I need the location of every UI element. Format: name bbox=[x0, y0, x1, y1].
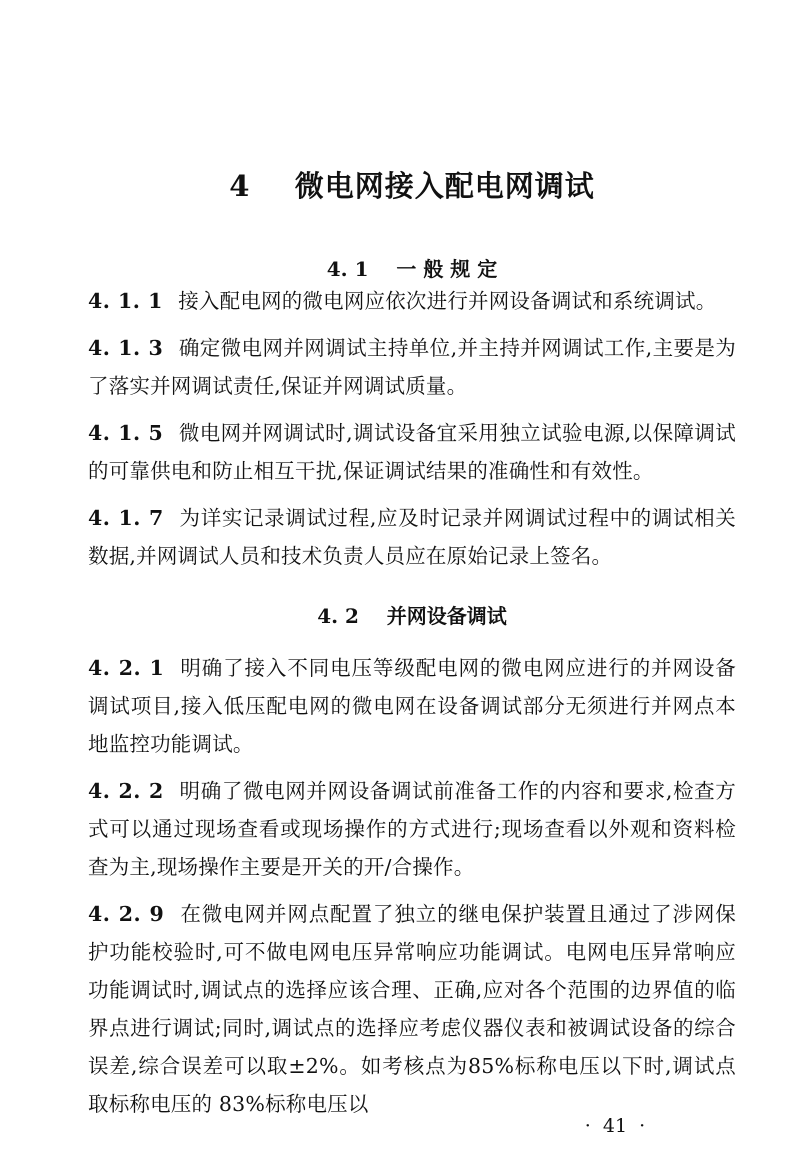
section-heading-4-1: 4. 1 一 般 规 定 bbox=[326, 257, 498, 282]
clause-number: 4. 2. 2 bbox=[88, 779, 164, 804]
clause-4-1-5 bbox=[88, 405, 736, 490]
clause-text: 接入配电网的微电网应依次进行并网设备调试和系统调试。 bbox=[178, 289, 717, 314]
clause-number: 4. 1. 3 bbox=[88, 336, 164, 361]
clause-text: 明确了微电网并网设备调试前准备工作的内容和要求,检查方式可以通过现场查看或现场操作的方式进行;现场查看以外观和资料检查为主,现场操作主要是开关的开/合操作。 bbox=[88, 779, 736, 880]
clause-4-2-2 bbox=[88, 763, 736, 886]
clause-text: 在微电网并网点配置了独立的继电保护装置且通过了涉网保护功能校验时,可不做电网电压异常响应功能调试。电网电压异常响应功能调试时,调试点的选择应该合理、正确,应对各个范围的边界值的临界点进行调试;同时,调试点的选择应考虑仪器仪表和被调试设备的综合误差,综合误差可以取±2%。如考核点为85%标称电压以下时,调试点取标称电压的 83%标称电压以 bbox=[88, 902, 737, 1117]
clause-number: 4. 1. 5 bbox=[88, 421, 164, 446]
clause-4-1-7 bbox=[88, 490, 736, 575]
clause-text: 为详实记录调试过程,应及时记录并网调试过程中的调试相关数据,并网调试人员和技术负责人员应在原始记录上签名。 bbox=[88, 506, 736, 569]
clause-number: 4. 2. 9 bbox=[88, 902, 165, 927]
clause-4-1-3 bbox=[88, 320, 736, 405]
clause-number: 4. 1. 7 bbox=[88, 506, 164, 531]
clause-4-1-1 bbox=[88, 282, 736, 320]
clause-number: 4. 1. 1 bbox=[88, 289, 163, 314]
clause-number: 4. 2. 1 bbox=[88, 656, 165, 681]
clause-text: 明确了接入不同电压等级配电网的微电网应进行的并网设备调试项目,接入低压配电网的微电网在设备调试部分无须进行并网点本地监控功能调试。 bbox=[88, 656, 737, 757]
clause-text: 微电网并网调试时,调试设备宜采用独立试验电源,以保障调试的可靠供电和防止相互干扰,保证调试结果的准确性和有效性。 bbox=[88, 421, 736, 484]
section-heading-4-2: 4. 2 并网设备调试 bbox=[317, 604, 507, 629]
page-content bbox=[88, 0, 736, 1123]
page-number-footer: · 41 · bbox=[584, 1115, 646, 1137]
clause-4-2-9 bbox=[88, 886, 736, 1123]
chapter-title: 4 微电网接入配电网调试 bbox=[229, 169, 595, 203]
clause-4-2-1 bbox=[88, 629, 736, 763]
clause-text: 确定微电网并网调试主持单位,并主持并网调试工作,主要是为了落实并网调试责任,保证并网调试质量。 bbox=[88, 336, 736, 399]
